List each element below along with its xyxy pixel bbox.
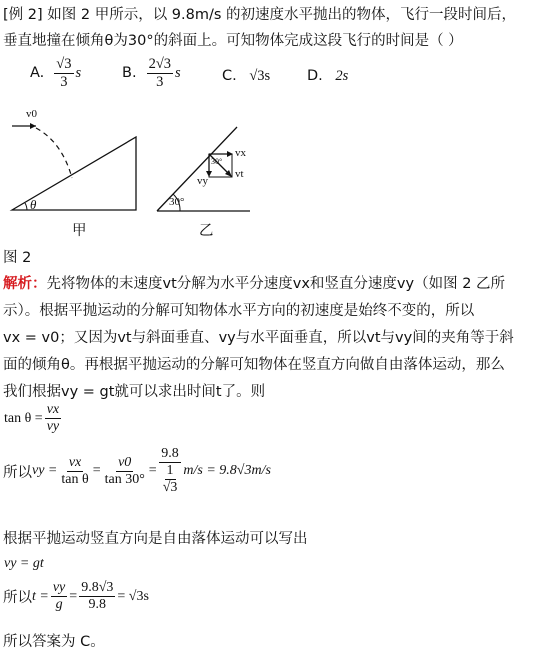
inner-angle-label: 30° — [211, 157, 223, 166]
trajectory-path — [36, 128, 72, 178]
analysis-line-2: 示）。根据平抛运动的分解可知物体水平方向的初速度是始终不变的，所以 — [3, 303, 475, 319]
analysis-line-6: 根据平抛运动竖直方向是自由落体运动可以写出 — [3, 531, 308, 547]
theta-arc — [25, 203, 27, 210]
caption-jia: 甲 — [72, 223, 87, 239]
option-b-fraction: $\frac{2√3}{3}$ — [148, 56, 172, 90]
analysis-tag: 解析： — [3, 276, 47, 292]
equation-tan: tan θ = $\frac{vx}{vy}$ — [4, 402, 60, 435]
equation-vy-gt: vy = gt — [4, 556, 44, 571]
vx-label: vx — [235, 147, 246, 159]
v0-label: v0 — [26, 108, 37, 120]
v0-arrowhead — [30, 123, 36, 129]
option-a-fraction: $\frac{√3}{3}$ — [56, 56, 72, 90]
equation-vy: 所以 vy = $\frac{vx}{\text{tan θ}}$ = $\frac{v0}{\tan 30^\circ}$ = $\frac{9.8}{\frac{1}{√3}}$ m/s = 9.8√3m/s — [3, 446, 271, 496]
question-line-2: 垂直地撞在倾角θ为30°的斜面上。可知物体完成这段飞行的时间是（ ） — [3, 33, 463, 49]
figure-2 — [0, 100, 260, 240]
answer-line: 所以答案为 C。 — [3, 634, 105, 650]
option-a-label: A. — [30, 65, 45, 82]
question-line-1: [例 2] 如图 2 甲所示，以 9.8m/s 的初速度水平抛出的物体，飞行一段时间后， — [3, 7, 517, 23]
theta-label: θ — [30, 197, 37, 212]
option-b-label: B. — [122, 65, 137, 82]
vt-label: vt — [235, 168, 244, 180]
analysis-line-5: 我们根据vy = gt就可以求出时间t了。则 — [3, 384, 266, 400]
option-c: C. √3s — [222, 68, 271, 84]
option-d: D. 2s — [307, 68, 349, 84]
analysis-line-1: 解析：先将物体的末速度vt分解为水平分速度vx和竖直分速度vy（如图 2 乙所 — [3, 276, 506, 292]
vy-label: vy — [197, 175, 208, 187]
figure-label: 图 2 — [3, 250, 32, 266]
option-a: A. $\frac{√3}{3}$ s — [30, 56, 82, 90]
slope-angle-label: 30° — [169, 196, 185, 208]
caption-yi: 乙 — [199, 223, 214, 239]
analysis-line-4: 面的倾角θ。再根据平抛运动的分解可知物体在竖直方向做自由落体运动，那么 — [3, 357, 505, 373]
equation-t: 所以 t = $\frac{vy}{g}$ = $\frac{9.8√3}{9.8}$ = √3s — [3, 580, 149, 613]
analysis-line-3: vx = v0；又因为vt与斜面垂直、vy与水平面垂直，所以vt与vy间的夹角等于斜 — [3, 330, 514, 346]
option-b: B. $\frac{2√3}{3}$ s — [122, 56, 181, 90]
